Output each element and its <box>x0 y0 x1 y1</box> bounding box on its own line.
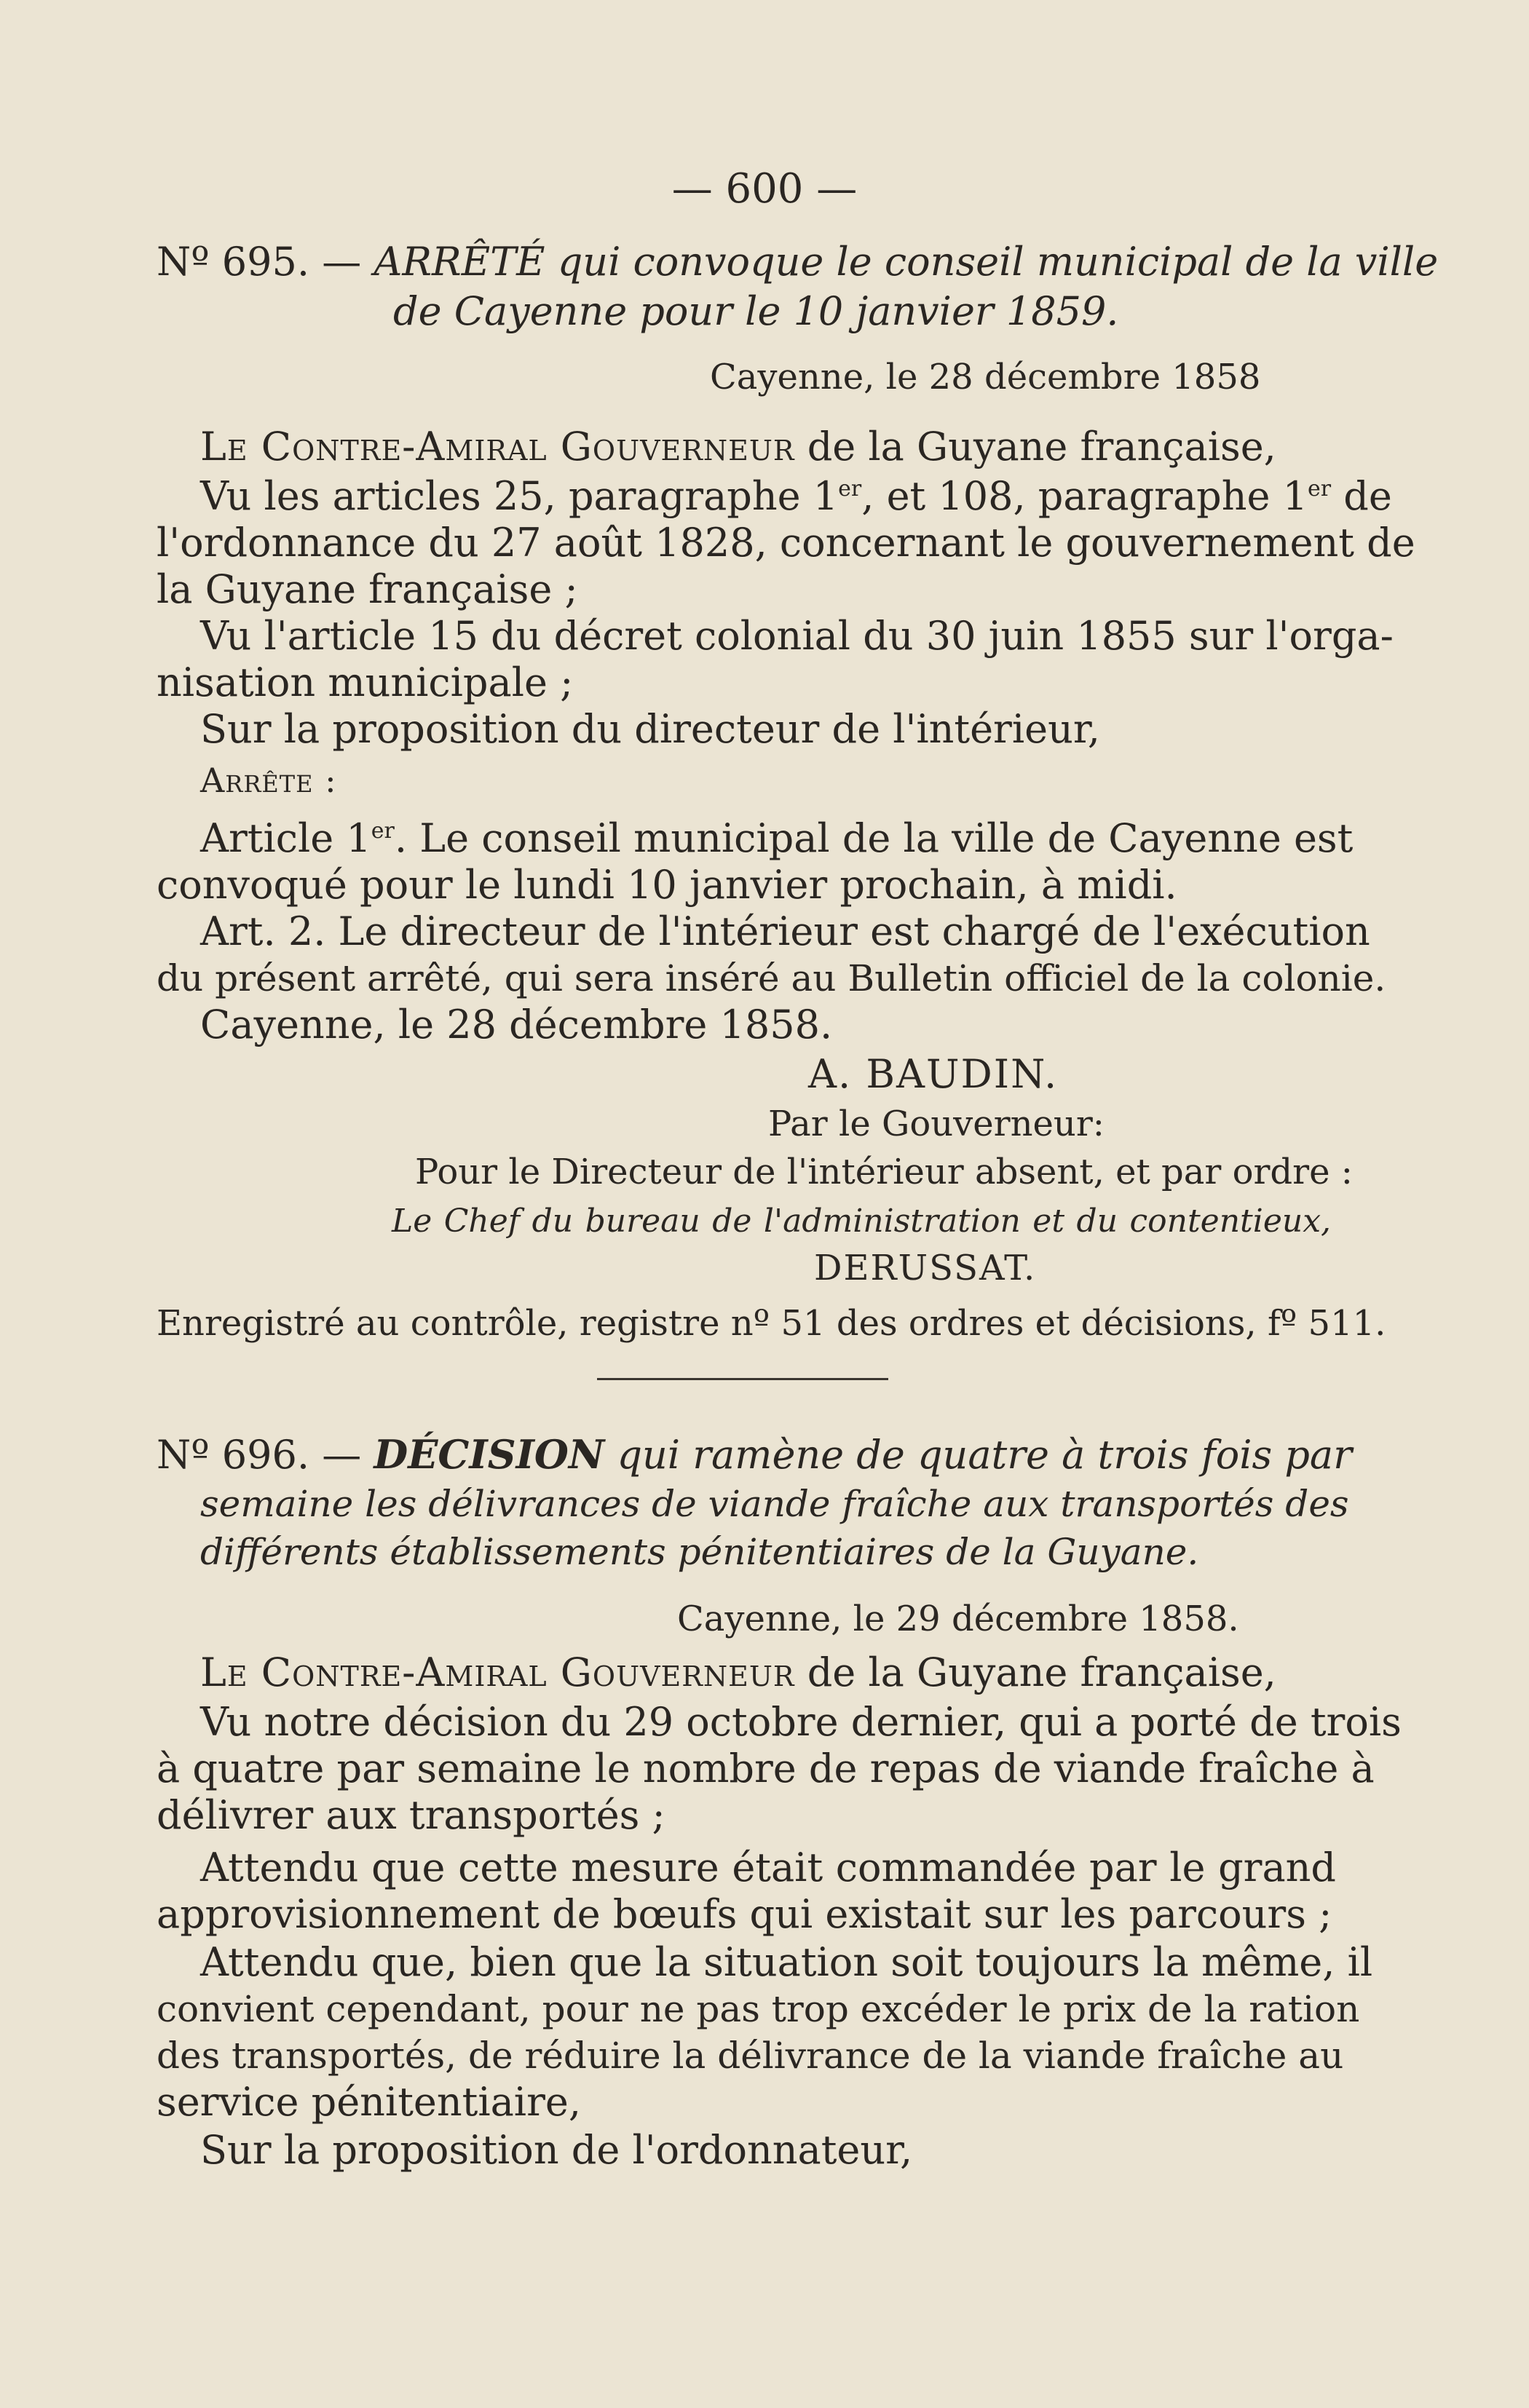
doc-696-body-line-5: approvisionnement de bœufs qui existait sur les parcours ; <box>157 1891 1332 1937</box>
doc-695-body-line-2: l'ordonnance du 27 août 1828, concernant le gouvernement de <box>157 520 1415 566</box>
doc-695-body-line-4: Vu l'article 15 du décret colonial du 30 juin 1855 sur l'orga- <box>200 613 1394 659</box>
doc-696-body-line-3: délivrer aux transportés ; <box>157 1792 665 1838</box>
doc-695-dateline: Cayenne, le 28 décembre 1858 <box>710 357 1261 397</box>
doc-695-title-line-2: de Cayenne pour le 10 janvier 1859. <box>393 288 1119 334</box>
doc-695-signature: A. BAUDIN. <box>808 1051 1059 1097</box>
doc-695-number: Nº 695. — <box>157 239 362 285</box>
doc-696-number: Nº 696. — <box>157 1432 362 1478</box>
doc-696-body-line-8: des transportés, de réduire la délivrance de la viande fraîche au <box>157 2035 1344 2077</box>
doc-696-title-line-2: semaine les délivrances de viande fraîche aux transportés des <box>200 1483 1349 1525</box>
doc-696-title-line-3: différents établissements pénitentiaires de la Guyane. <box>200 1531 1199 1573</box>
doc-695-chef-bureau: Le Chef du bureau de l'administration et du contentieux, <box>392 1203 1331 1240</box>
doc-695-body-line-1: Vu les articles 25, paragraphe 1er, et 108, paragraphe 1er de <box>200 473 1392 519</box>
doc-696-dateline: Cayenne, le 29 décembre 1858. <box>677 1599 1239 1639</box>
section-divider <box>597 1378 888 1380</box>
doc-695-issuer-rest: de la Guyane française, <box>794 424 1276 470</box>
doc-695-issuer <box>200 424 1276 470</box>
doc-695-body-line-5: nisation municipale ; <box>157 660 574 705</box>
doc-695-countersign: DERUSSAT. <box>814 1248 1037 1288</box>
doc-696-title-rest: qui ramène de quatre à trois fois par <box>617 1432 1352 1478</box>
doc-695-par-le-gouverneur: Par le Gouverneur: <box>768 1104 1105 1144</box>
doc-696-title-line-1 <box>157 1431 1352 1478</box>
doc-696-issuer-caps: Le Contre-Amiral Gouverneur <box>200 1649 795 1695</box>
doc-695-article-2-cont: du présent arrêté, qui sera inséré au Bulletin officiel de la colonie. <box>157 957 1386 999</box>
doc-695-title: ARRÊTÉ qui convoque le conseil municipal de la ville <box>374 239 1439 285</box>
doc-696-title-word: DÉCISION <box>374 1431 605 1478</box>
doc-695-body-line-3: la Guyane française ; <box>157 566 578 612</box>
doc-695-title-line-1 <box>157 239 1439 285</box>
doc-696-body-line-7: convient cependant, pour ne pas trop excéder le prix de la ration <box>157 1988 1360 2030</box>
doc-695-article-2: Art. 2. Le directeur de l'intérieur est chargé de l'exécution <box>200 908 1370 954</box>
doc-696-body-line-10: Sur la proposition de l'ordonnateur, <box>200 2127 913 2173</box>
doc-695-body-line-6: Sur la proposition du directeur de l'intérieur, <box>200 706 1100 752</box>
doc-695-pour-directeur: Pour le Directeur de l'intérieur absent, et par ordre : <box>415 1152 1353 1192</box>
doc-696-body-line-4: Attendu que cette mesure était commandée par le grand <box>200 1845 1336 1890</box>
doc-696-body-line-1: Vu notre décision du 29 octobre dernier, qui a porté de trois <box>200 1699 1402 1745</box>
doc-695-issuer-caps: Le Contre-Amiral Gouverneur <box>200 424 795 470</box>
doc-696-body-line-6: Attendu que, bien que la situation soit toujours la même, il <box>200 1939 1373 1985</box>
doc-695-registration: Enregistré au contrôle, registre nº 51 des ordres et décisions, fº 511. <box>157 1303 1386 1344</box>
doc-695-article-1-cont: convoqué pour le lundi 10 janvier prochain, à midi. <box>157 862 1177 908</box>
doc-695-closing-date: Cayenne, le 28 décembre 1858. <box>200 1002 833 1047</box>
doc-696-issuer <box>200 1649 1276 1696</box>
doc-695-article-1: Article 1er. Le conseil municipal de la ville de Cayenne est <box>200 815 1354 861</box>
page-number: — 600 — <box>671 165 858 213</box>
doc-695-arrete: Arrête : <box>200 761 337 800</box>
doc-696-body-line-2: à quatre par semaine le nombre de repas de viande fraîche à <box>157 1746 1375 1791</box>
doc-696-body-line-9: service pénitentiaire, <box>157 2079 582 2125</box>
doc-696-issuer-rest: de la Guyane française, <box>794 1649 1276 1695</box>
